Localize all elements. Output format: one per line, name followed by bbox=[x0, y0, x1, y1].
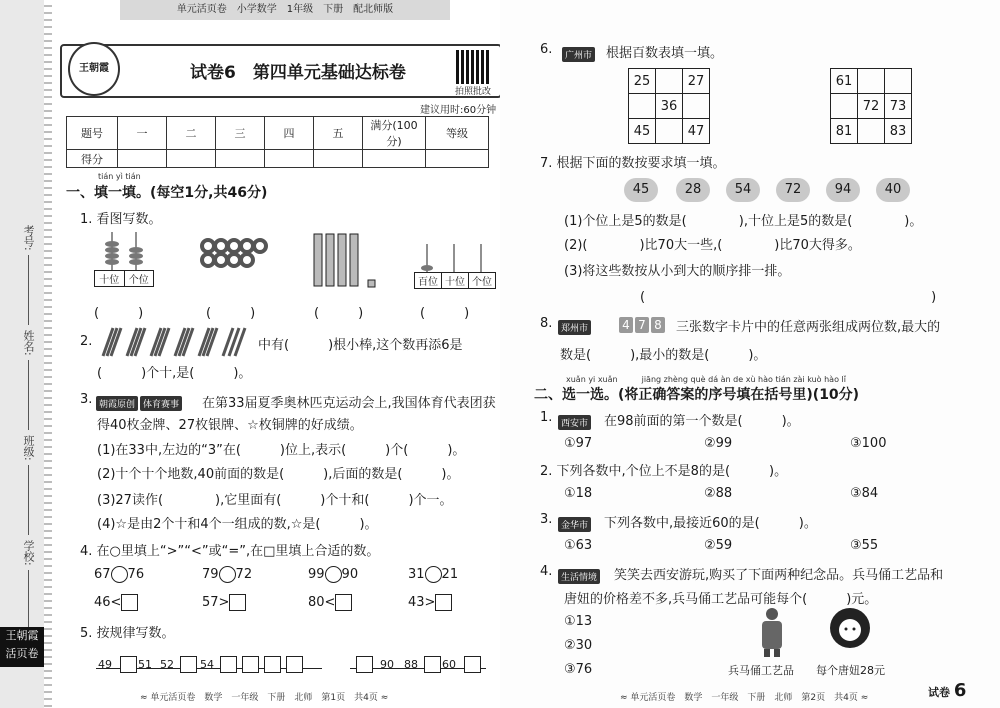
q3-number: 3. bbox=[80, 392, 93, 407]
score-cell[interactable] bbox=[118, 150, 167, 168]
q8-text-2: 数是( ),最小的数是( )。 bbox=[560, 348, 767, 363]
line-number: 52 bbox=[160, 658, 174, 671]
grid-cell: 25 bbox=[629, 69, 656, 94]
option[interactable]: ①63 bbox=[564, 538, 593, 553]
q7-sub2: (2)( )比70大一些,( )比70大得多。 bbox=[564, 238, 861, 253]
line-number: 54 bbox=[200, 658, 214, 671]
line-number: 88 bbox=[404, 658, 418, 671]
footer-right: ≈ 单元活页卷 数学 一年级 下册 北师 第2页 共4页 ≈ bbox=[620, 693, 869, 703]
hundred-grid-2 bbox=[830, 68, 912, 144]
abacus1-labels bbox=[94, 270, 154, 287]
tag: 西安市 bbox=[558, 415, 591, 430]
option[interactable]: ①97 bbox=[564, 436, 593, 451]
compare-3 bbox=[308, 566, 358, 583]
q7-sub3: (3)将这些数按从小到大的顺序排一排。 bbox=[564, 264, 791, 279]
score-cell[interactable] bbox=[314, 150, 363, 168]
score-header: 三 bbox=[216, 117, 265, 150]
fill-3 bbox=[308, 594, 352, 611]
grid-cell[interactable] bbox=[831, 94, 858, 119]
q1-text: 1. 看图写数。 bbox=[80, 212, 162, 227]
c4-text: 笑笑去西安游玩,购买了下面两种纪念品。兵马俑工艺品和 bbox=[614, 568, 944, 583]
paper-badge bbox=[928, 680, 966, 701]
q2-number: 2. bbox=[80, 334, 93, 349]
place-label: 十位 bbox=[95, 271, 125, 286]
line-box[interactable] bbox=[180, 656, 197, 673]
number: 76 bbox=[127, 567, 145, 582]
score-header: 五 bbox=[314, 117, 363, 150]
c3-text: 下列各数中,最接近60的是( )。 bbox=[604, 516, 817, 531]
badge-label: 试卷 bbox=[928, 686, 950, 699]
fill-2 bbox=[202, 594, 246, 611]
c4-number: 4. bbox=[540, 564, 553, 579]
score-cell[interactable] bbox=[167, 150, 216, 168]
option[interactable]: ①18 bbox=[564, 486, 593, 501]
number: 67 bbox=[94, 567, 111, 582]
fill-4 bbox=[408, 594, 452, 611]
page-title: 试卷6 第四单元基础达标卷 bbox=[190, 63, 406, 83]
q3-tags bbox=[96, 392, 184, 411]
qr-label: 拍照批改 bbox=[455, 87, 492, 97]
score-header: 题号 bbox=[67, 117, 118, 150]
digit-card: 4 bbox=[619, 317, 633, 333]
number-cloud: 45 bbox=[624, 178, 658, 202]
name-field bbox=[10, 330, 36, 430]
number-cloud: 28 bbox=[676, 178, 710, 202]
number: 31 bbox=[408, 567, 425, 582]
line-number: 51 bbox=[138, 658, 152, 671]
grid-cell: 81 bbox=[831, 119, 858, 144]
fill-box[interactable] bbox=[229, 594, 246, 611]
brand-sub: 活页卷 bbox=[5, 647, 39, 660]
compare-4 bbox=[408, 566, 458, 583]
option[interactable]: ②99 bbox=[704, 436, 733, 451]
q8-number: 8. bbox=[540, 316, 553, 331]
binding-edge bbox=[44, 0, 52, 708]
answer-blank[interactable]: ( ) bbox=[420, 306, 470, 321]
grid-cell: 61 bbox=[831, 69, 858, 94]
number: 57> bbox=[202, 595, 230, 610]
q3-sub2: (2)十个十个地数,40前面的数是( ),后面的数是( )。 bbox=[97, 467, 460, 482]
line-box[interactable] bbox=[242, 656, 259, 673]
compare-circle[interactable] bbox=[425, 566, 442, 583]
school-field bbox=[10, 540, 36, 640]
score-header: 四 bbox=[265, 117, 314, 150]
tag: 金华市 bbox=[558, 517, 591, 532]
grid-cell: 73 bbox=[885, 94, 912, 119]
c3-number: 3. bbox=[540, 512, 553, 527]
score-header: 满分(100分) bbox=[363, 117, 426, 150]
number: 72 bbox=[235, 567, 253, 582]
line-box[interactable] bbox=[424, 656, 441, 673]
top-banner: 单元活页卷 小学数学 1年级 下册 配北师版 bbox=[120, 0, 450, 20]
number-cloud: 94 bbox=[826, 178, 860, 202]
place-label: 十位 bbox=[442, 273, 469, 288]
line-number: 49 bbox=[98, 658, 112, 671]
fill-box[interactable] bbox=[335, 594, 352, 611]
fill-1 bbox=[94, 594, 138, 611]
compare-2 bbox=[202, 566, 252, 583]
line-number: 90 bbox=[380, 658, 394, 671]
compare-1 bbox=[94, 566, 144, 583]
footer-left: ≈ 单元活页卷 数学 一年级 下册 北师 第1页 共4页 ≈ bbox=[140, 693, 389, 703]
score-row-label: 得分 bbox=[67, 150, 118, 168]
score-cell[interactable] bbox=[265, 150, 314, 168]
grid-cell[interactable] bbox=[858, 119, 885, 144]
q3-text-2: 得40枚金牌、27枚银牌、☆枚铜牌的好成绩。 bbox=[97, 418, 363, 433]
option[interactable]: ③100 bbox=[850, 436, 887, 451]
number: 79 bbox=[202, 567, 219, 582]
c1-text: 在98前面的第一个数是( )。 bbox=[604, 414, 800, 429]
badge-number: 6 bbox=[953, 680, 967, 701]
q2-text-2: ( )个十,是( )。 bbox=[97, 366, 252, 381]
line-box[interactable] bbox=[286, 656, 303, 673]
number: 43> bbox=[408, 595, 436, 610]
compare-circle[interactable] bbox=[111, 566, 128, 583]
grid-cell[interactable] bbox=[885, 69, 912, 94]
brand-block bbox=[0, 627, 44, 667]
rings-icon bbox=[200, 238, 268, 268]
place-label: 个位 bbox=[128, 275, 149, 286]
sticks-icon bbox=[97, 326, 257, 358]
compare-circle[interactable] bbox=[325, 566, 342, 583]
q7-sub1: (1)个位上是5的数是( ),十位上是5的数是( )。 bbox=[564, 214, 923, 229]
option[interactable]: ①13 bbox=[564, 614, 593, 629]
compare-circle[interactable] bbox=[219, 566, 236, 583]
q7-answer-blank[interactable]: ( ) bbox=[640, 290, 937, 305]
number: 90 bbox=[341, 567, 359, 582]
line-box[interactable] bbox=[264, 656, 281, 673]
grid-cell: 83 bbox=[885, 119, 912, 144]
grid-cell[interactable] bbox=[629, 94, 656, 119]
exam-no-label: 考号: bbox=[22, 225, 35, 251]
q5-text: 5. 按规律写数。 bbox=[80, 626, 175, 641]
q3-sub3: (3)27读作( ),它里面有( )个十和( )个一。 bbox=[97, 493, 453, 508]
grid-cell: 27 bbox=[683, 69, 710, 94]
q4-text: 4. 在○里填上“>”“<”或“=”,在□里填上合适的数。 bbox=[80, 544, 380, 559]
grid-cell: 72 bbox=[858, 94, 885, 119]
number: 99 bbox=[308, 567, 325, 582]
qr-code-icon[interactable] bbox=[456, 50, 490, 84]
c1-number: 1. bbox=[540, 410, 553, 425]
tag: 广州市 bbox=[562, 47, 595, 62]
line-number: 60 bbox=[442, 658, 456, 671]
section2-title: 二、选一选。(将正确答案的序号填在括号里)(10分) bbox=[534, 387, 860, 403]
number-cloud: 54 bbox=[726, 178, 760, 202]
exam-no-field bbox=[10, 225, 36, 325]
score-header: 一 bbox=[118, 117, 167, 150]
line-box[interactable] bbox=[464, 656, 481, 673]
hundred-grid-1 bbox=[628, 68, 710, 144]
number: 21 bbox=[441, 567, 459, 582]
tag: 生活情境 bbox=[558, 569, 600, 584]
line-box[interactable] bbox=[220, 656, 237, 673]
q6-text: 根据百数表填一填。 bbox=[606, 46, 724, 61]
logo: 王朝霞 bbox=[68, 42, 120, 96]
tag: 朝霞原创 bbox=[96, 396, 138, 411]
option[interactable]: ②88 bbox=[704, 486, 733, 501]
score-cell[interactable] bbox=[426, 150, 489, 168]
c4-tag-wrap bbox=[558, 565, 602, 584]
q7-text: 7. 根据下面的数按要求填一填。 bbox=[540, 156, 726, 171]
score-table bbox=[66, 116, 489, 168]
c3-tag-wrap bbox=[558, 513, 593, 532]
answer-blank[interactable]: ( ) bbox=[206, 306, 256, 321]
grid-cell[interactable] bbox=[683, 94, 710, 119]
option[interactable]: ②59 bbox=[704, 538, 733, 553]
terracotta-warrior-icon bbox=[752, 606, 792, 658]
number: 46< bbox=[94, 595, 122, 610]
q3-sub1: (1)在33中,左边的“3”在( )位上,表示( )个( )。 bbox=[97, 443, 466, 458]
digit-card: 8 bbox=[651, 317, 665, 333]
suggested-time: 建议用时:60分钟 bbox=[420, 105, 497, 116]
grid-cell[interactable] bbox=[656, 69, 683, 94]
blocks-icon bbox=[312, 232, 378, 292]
answer-blank[interactable]: ( ) bbox=[314, 306, 364, 321]
c2-text: 2. 下列各数中,个位上不是8的是( )。 bbox=[540, 464, 788, 479]
number-cloud: 72 bbox=[776, 178, 810, 202]
right-page bbox=[500, 0, 1000, 708]
grid-cell[interactable] bbox=[656, 119, 683, 144]
tag: 体育赛事 bbox=[140, 396, 182, 411]
answer-blank[interactable]: ( ) bbox=[94, 306, 144, 321]
line-box[interactable] bbox=[356, 656, 373, 673]
grid-cell[interactable] bbox=[858, 69, 885, 94]
option[interactable]: ③84 bbox=[850, 486, 879, 501]
grid-cell: 45 bbox=[629, 119, 656, 144]
brand-name: 王朝霞 bbox=[5, 629, 39, 642]
digit-card: 7 bbox=[635, 317, 649, 333]
fill-box[interactable] bbox=[121, 594, 138, 611]
line-box[interactable] bbox=[120, 656, 137, 673]
digit-cards bbox=[618, 314, 666, 333]
option[interactable]: ③55 bbox=[850, 538, 879, 553]
caption-doll: 每个唐妞28元 bbox=[816, 664, 885, 677]
q3-text: 在第33届夏季奥林匹克运动会上,我国体育代表团获 bbox=[202, 396, 496, 411]
q2-text: 中有( )根小棒,这个数再添6是 bbox=[258, 338, 463, 353]
q3-sub4: (4)☆是由2个十和4个一组成的数,☆是( )。 bbox=[97, 517, 378, 532]
c4-text-2: 唐妞的价格差不多,兵马俑工艺品可能每个( )元。 bbox=[564, 592, 878, 607]
score-header: 等级 bbox=[426, 117, 489, 150]
section1-title: 一、填一填。(每空1分,共46分) bbox=[66, 185, 268, 201]
sec1-pinyin: tián yì tián bbox=[98, 172, 141, 181]
grid-cell: 47 bbox=[683, 119, 710, 144]
abacus2-labels bbox=[414, 272, 496, 289]
sec2-pinyin: xuǎn yi xuǎn jiāng zhèng què dá àn de xù hào tián zài kuò hào lǐ bbox=[566, 375, 846, 384]
option[interactable]: ②30 bbox=[564, 638, 593, 653]
q6-tag-wrap bbox=[562, 43, 597, 62]
tang-doll-icon bbox=[828, 606, 872, 658]
q8-tag-wrap bbox=[558, 316, 593, 335]
q8-text: 三张数字卡片中的任意两张组成两位数,最大的 bbox=[676, 320, 941, 335]
fill-box[interactable] bbox=[435, 594, 452, 611]
number-cloud: 40 bbox=[876, 178, 910, 202]
grid-cell: 36 bbox=[656, 94, 683, 119]
place-label: 百位 bbox=[415, 273, 442, 288]
q6-number: 6. bbox=[540, 42, 553, 57]
class-label: 班级: bbox=[22, 435, 35, 461]
name-label: 姓名: bbox=[22, 330, 35, 356]
tag: 郑州市 bbox=[558, 320, 591, 335]
place-label: 个位 bbox=[472, 277, 492, 288]
c1-tag-wrap bbox=[558, 411, 593, 430]
score-header: 二 bbox=[167, 117, 216, 150]
school-label: 学校: bbox=[22, 540, 35, 566]
number: 80< bbox=[308, 595, 336, 610]
option[interactable]: ③76 bbox=[564, 662, 593, 677]
score-cell[interactable] bbox=[216, 150, 265, 168]
class-field bbox=[10, 435, 36, 535]
score-cell[interactable] bbox=[363, 150, 426, 168]
caption-warrior: 兵马俑工艺品 bbox=[728, 664, 794, 677]
